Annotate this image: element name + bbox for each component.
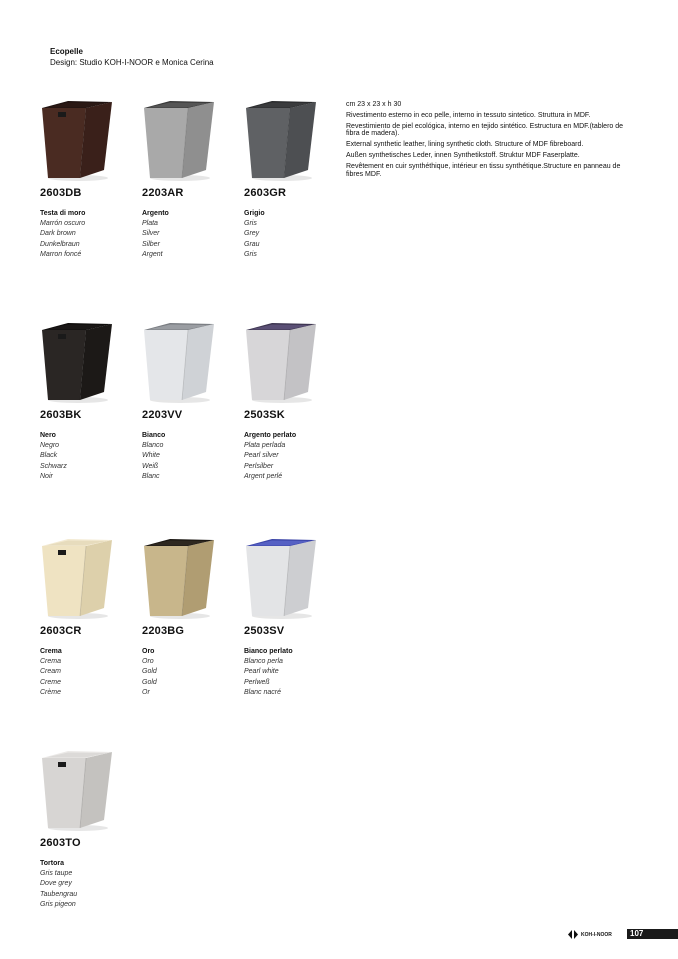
color-name-translation: Noir	[40, 472, 53, 480]
color-name-it: Oro	[142, 648, 155, 655]
color-name-it: Argento	[142, 210, 169, 217]
description-fr: Revêtement en cuir synthéthique, intérieur en tissu synthétique.Structure en panneau de fibres MDF.	[346, 163, 621, 178]
color-names	[40, 209, 85, 260]
wastebasket-image	[142, 98, 218, 182]
color-name-translation: Gris	[244, 220, 257, 228]
product-code: 2603GR	[244, 187, 287, 199]
color-name-translation: Gold	[142, 678, 157, 686]
product-2603cr	[40, 536, 140, 696]
color-name-translation: Blanco perla	[244, 658, 283, 666]
color-name-translation: Blanco	[142, 442, 164, 450]
product-2603bk	[40, 320, 140, 480]
color-name-translation: Black	[40, 452, 58, 460]
product-2203vv	[142, 320, 242, 480]
description-en: External synthetic leather, lining synthetic cloth. Structure of MDF fibreboard.	[346, 141, 584, 149]
product-2603gr	[244, 98, 344, 258]
color-name-translation: Gris	[244, 250, 257, 258]
color-name-translation: Gris taupe	[40, 870, 73, 878]
color-name-translation: Cream	[40, 668, 62, 676]
front-face	[144, 546, 188, 616]
catalog-header	[50, 46, 214, 68]
front-face	[246, 330, 290, 400]
color-name-translation: Dark brown	[40, 230, 76, 238]
product-code: 2603BK	[40, 409, 82, 421]
color-names	[244, 209, 265, 260]
label-tag	[58, 334, 66, 339]
product-code: 2503SV	[244, 625, 285, 637]
color-names	[244, 431, 296, 482]
color-name-translation: Pearl white	[244, 668, 279, 676]
label-tag	[58, 762, 66, 767]
wastebasket-image	[40, 98, 116, 182]
color-name-translation: Plata	[142, 220, 158, 228]
color-name-translation: Blanc	[142, 472, 160, 480]
color-name-translation: Grau	[244, 240, 260, 248]
color-name-translation: Crème	[40, 688, 62, 696]
product-2503sv	[244, 536, 344, 696]
product-code: 2603CR	[40, 625, 82, 637]
color-name-translation: Dove grey	[40, 880, 72, 888]
color-name-it: Testa di moro	[40, 210, 86, 217]
product-code: 2203VV	[142, 409, 183, 421]
color-names	[244, 647, 293, 698]
color-name-translation: Grey	[244, 230, 260, 238]
color-names	[142, 647, 157, 698]
collection-title: Ecopelle	[50, 47, 83, 56]
color-name-it: Crema	[40, 648, 62, 655]
wastebasket-image	[40, 320, 116, 404]
dimensions: cm 23 x 23 x h 30	[346, 101, 402, 108]
color-name-translation: Marrón oscuro	[40, 220, 86, 228]
description-de: Außen synthetisches Leder, innen Synthetikstoff. Struktur MDF Faserplatte.	[346, 152, 580, 160]
front-face	[42, 330, 86, 400]
color-name-translation: Pearl silver	[244, 452, 279, 460]
color-name-it: Nero	[40, 432, 56, 439]
wastebasket-image	[142, 536, 218, 620]
color-name-translation: Schwarz	[40, 462, 67, 470]
wastebasket-image	[244, 536, 320, 620]
footer-brand	[568, 930, 612, 939]
color-name-translation: Silver	[142, 230, 160, 238]
color-names	[40, 431, 67, 482]
product-2503sk	[244, 320, 344, 480]
page-number: 107	[627, 929, 678, 939]
product-2603db	[40, 98, 140, 258]
description-it: Rivestimento esterno in eco pelle, interno in tessuto sintetico. Struttura in MDF.	[346, 112, 591, 119]
description-es: Revestimiento de piel ecológica, interno en tejido sintético. Estructura en MDF.(tablero de fibra de madera).	[346, 123, 624, 138]
product-code: 2603DB	[40, 187, 82, 199]
color-name-translation: Blanc nacré	[244, 688, 281, 696]
product-code: 2203AR	[142, 187, 184, 199]
wastebasket-image	[40, 536, 116, 620]
color-names	[40, 859, 77, 910]
product-2203ar	[142, 98, 242, 258]
color-names	[40, 647, 62, 698]
color-name-translation: Crema	[40, 658, 62, 666]
color-names	[142, 209, 169, 260]
color-name-it: Bianco	[142, 432, 166, 439]
wastebasket-image	[40, 748, 116, 832]
color-name-translation: Marron foncé	[40, 250, 82, 258]
front-face	[42, 108, 86, 178]
color-name-translation: Perlsilber	[244, 462, 274, 470]
product-description	[346, 101, 636, 182]
front-face	[42, 758, 86, 828]
color-name-translation: Taubengrau	[40, 890, 78, 898]
product-2603to	[40, 748, 140, 908]
color-names	[142, 431, 165, 482]
color-name-it: Argento perlato	[244, 432, 297, 439]
product-code: 2503SK	[244, 409, 285, 421]
front-face	[144, 330, 188, 400]
color-name-it: Grigio	[244, 210, 265, 217]
color-name-translation: Perlweß	[244, 678, 270, 686]
color-name-translation: Weiß	[142, 462, 159, 470]
color-name-translation: Gold	[142, 668, 157, 676]
front-face	[246, 546, 290, 616]
color-name-it: Tortora	[40, 860, 64, 867]
color-name-translation: Silber	[142, 240, 160, 248]
color-name-translation: Argent perlé	[244, 472, 283, 480]
brand-name: KOH-I-NOOR	[581, 931, 612, 938]
product-code: 2603TO	[40, 837, 81, 849]
label-tag	[58, 550, 66, 555]
color-name-translation: Creme	[40, 678, 62, 686]
designer-credit: Design: Studio KOH-I-NOOR e Monica Cerina	[50, 58, 214, 67]
color-name-translation: Negro	[40, 442, 60, 450]
front-face	[42, 546, 86, 616]
color-name-translation: Oro	[142, 658, 154, 666]
color-name-translation: Gris pigeon	[40, 900, 76, 908]
color-name-translation: Or	[142, 688, 150, 696]
front-face	[144, 108, 188, 178]
wastebasket-image	[142, 320, 218, 404]
product-code: 2203BG	[142, 625, 185, 637]
color-name-translation: Argent	[142, 250, 163, 258]
front-face	[246, 108, 290, 178]
color-name-it: Bianco perlato	[244, 648, 293, 655]
product-2203bg	[142, 536, 242, 696]
wastebasket-image	[244, 320, 320, 404]
color-name-translation: Plata perlada	[244, 442, 286, 450]
brand-logo-icon	[568, 930, 578, 939]
wastebasket-image	[244, 98, 320, 182]
color-name-translation: White	[142, 452, 160, 460]
color-name-translation: Dunkelbraun	[40, 240, 80, 248]
label-tag	[58, 112, 66, 117]
